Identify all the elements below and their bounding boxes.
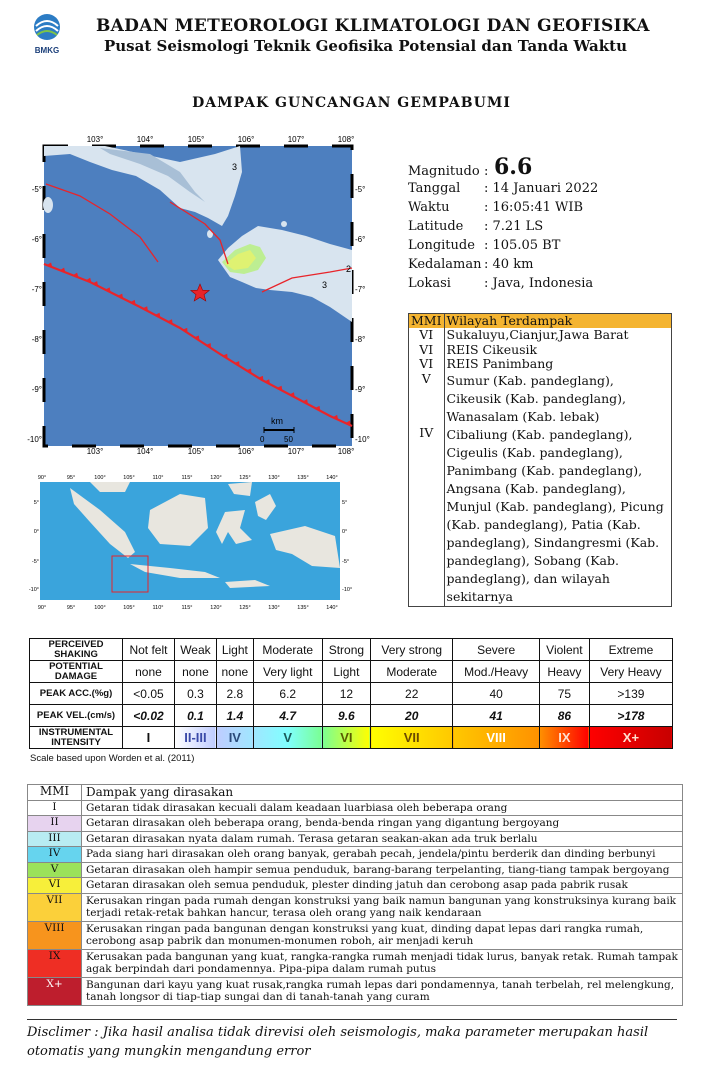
svg-text:-8°: -8° xyxy=(31,335,42,344)
intensity-label: 3 xyxy=(232,162,238,172)
svg-text:140°: 140° xyxy=(326,475,338,481)
svg-text:103°: 103° xyxy=(86,135,104,144)
svg-text:-9°: -9° xyxy=(31,385,42,394)
svg-text:100°: 100° xyxy=(94,605,106,611)
damage-row: POTENTIAL DAMAGE none none none Very light Light Moderate Mod./Heavy Heavy Very Heavy xyxy=(30,661,673,683)
svg-text:-10°: -10° xyxy=(28,587,39,593)
scale-tick: 50 xyxy=(284,435,293,444)
svg-text:95°: 95° xyxy=(66,605,76,611)
svg-text:130°: 130° xyxy=(268,605,280,611)
scale-unit: km xyxy=(271,416,283,426)
svg-text:115°: 115° xyxy=(181,475,193,481)
mmi-desc-row: IX Kerusakan pada bangunan yang kuat, rangka-rangka rumah menjadi tidak lurus, banyak retak. Rumah tampak agak berpindah dari pondamennya. Pipa-pipa dalam rumah putus xyxy=(28,949,683,977)
svg-text:-7°: -7° xyxy=(355,285,366,294)
svg-text:-5°: -5° xyxy=(342,559,350,565)
mmi-desc-row: VIII Kerusakan ringan pada bangunan dengan konstruksi yang kuat, dinding dapat lepas dari rangka rumah, cerobong asap pabrik dan monumen-monumen roboh, air menjadi keruh xyxy=(28,921,683,949)
svg-text:110°: 110° xyxy=(152,605,164,611)
mmi-desc-row: X+ Bangunan dari kayu yang kuat rusak,rangka rumah lepas dari pondamennya, tanah terbelah, rel melengkung, tanah longsor di tiap-tiap sungai dan di tanah-tanah yang curam xyxy=(28,977,683,1005)
svg-text:0°: 0° xyxy=(342,529,348,535)
mmi-description-table xyxy=(27,784,683,1006)
svg-text:100°: 100° xyxy=(94,475,106,481)
svg-text:-10°: -10° xyxy=(355,435,370,444)
svg-text:110°: 110° xyxy=(152,475,164,481)
perceived-row: PERCEIVED SHAKING Not felt Weak Light Moderate Strong Very strong Severe Violent Extreme xyxy=(30,639,673,661)
mmi-desc-row: IV Pada siang hari dirasakan oleh orang banyak, gerabah pecah, jendela/pintu berderik dan dinding berbunyi xyxy=(28,847,683,863)
region-row: VI REIS Cikeusik xyxy=(409,343,672,357)
bmkg-logo xyxy=(28,12,66,56)
svg-text:-8°: -8° xyxy=(355,335,366,344)
svg-text:108°: 108° xyxy=(337,135,355,144)
latitude-value: 7.21 LS xyxy=(492,219,544,234)
svg-text:-5°: -5° xyxy=(31,559,39,565)
svg-text:135°: 135° xyxy=(297,475,309,481)
svg-text:106°: 106° xyxy=(237,447,255,456)
svg-text:120°: 120° xyxy=(210,605,222,611)
time-value: 16:05:41 WIB xyxy=(492,200,584,215)
svg-text:105°: 105° xyxy=(187,447,205,456)
svg-text:105°: 105° xyxy=(187,135,205,144)
scale-tick: 0 xyxy=(260,435,265,444)
inset-map xyxy=(28,470,353,612)
svg-text:-6°: -6° xyxy=(355,235,366,244)
svg-text:-6°: -6° xyxy=(31,235,42,244)
intensity-label: 3 xyxy=(322,280,328,290)
mmi-desc-row: III Getaran dirasakan nyata dalam rumah. Terasa getaran seakan-akan ada truk berlalu xyxy=(28,831,683,847)
org-name: BADAN METEOROLOGI KLIMATOLOGI DAN GEOFISIKA xyxy=(96,16,650,36)
svg-text:130°: 130° xyxy=(268,475,280,481)
svg-text:-5°: -5° xyxy=(355,185,366,194)
svg-text:106°: 106° xyxy=(237,135,255,144)
intensity-row: INSTRUMENTAL INTENSITY I II-III IV V VI VII VIII IX X+ xyxy=(30,727,673,749)
mmi-desc-row: VII Kerusakan ringan pada rumah dengan konstruksi yang baik namun bangunan yang konstruksinya kurang baik terjadi retak-retak bahkan hancur, terasa oleh orang yang naik kendaraan xyxy=(28,893,683,921)
svg-text:95°: 95° xyxy=(66,475,76,481)
scale-note: Scale based upon Worden et al. (2011) xyxy=(30,753,195,764)
peak-acc-row: PEAK ACC.(%g) <0.05 0.3 2.8 6.2 12 22 40 75 >139 xyxy=(30,683,673,705)
disclaimer: Disclimer : Jika hasil analisa tidak direvisi oleh seismologis, maka parameter merupakan hasil otomatis yang mungkin mengandung error xyxy=(27,1019,677,1061)
region-row: VI REIS Panimbang xyxy=(409,357,672,371)
depth-value: 40 km xyxy=(492,257,534,272)
svg-text:-7°: -7° xyxy=(31,285,42,294)
svg-text:-5°: -5° xyxy=(31,185,42,194)
svg-text:90°: 90° xyxy=(37,605,47,611)
svg-text:103°: 103° xyxy=(86,447,104,456)
svg-text:90°: 90° xyxy=(37,475,47,481)
svg-text:105°: 105° xyxy=(123,475,135,481)
svg-text:-10°: -10° xyxy=(342,587,353,593)
svg-text:-10°: -10° xyxy=(27,435,42,444)
page-title: DAMPAK GUNCANGAN GEMPABUMI xyxy=(192,95,511,111)
region-row: IV Cibaliung (Kab. pandeglang), Cigeulis (Kab. pandeglang), Panimbang (Kab. pandeglang), Angsana (Kab. pandeglang), Munjul (Kab. pandeglang), Picung (Kab. pandeglang), Patia (Kab. pandeglang), Sindangresmi (Kab. pandeglang), Sobang (Kab. pandeglang), dan wilayah sekitarnya xyxy=(409,426,672,607)
svg-text:125°: 125° xyxy=(239,605,251,611)
svg-text:140°: 140° xyxy=(326,605,338,611)
longitude-value: 105.05 BT xyxy=(492,238,561,253)
svg-text:125°: 125° xyxy=(239,475,251,481)
svg-text:107°: 107° xyxy=(287,447,305,456)
location-value: Java, Indonesia xyxy=(492,276,594,291)
shaking-scale-table xyxy=(29,638,673,749)
mmi-desc-row: II Getaran dirasakan oleh beberapa orang, benda-benda ringan yang digantung bergoyang xyxy=(28,816,683,832)
mmi-desc-row: I Getaran tidak dirasakan kecuali dalam keadaan luarbiasa oleh beberapa orang xyxy=(28,800,683,816)
svg-text:104°: 104° xyxy=(136,135,154,144)
date-value: 14 Januari 2022 xyxy=(492,181,599,196)
shakemap xyxy=(27,132,370,456)
svg-text:107°: 107° xyxy=(287,135,305,144)
svg-text:135°: 135° xyxy=(297,605,309,611)
svg-text:-9°: -9° xyxy=(355,385,366,394)
svg-text:120°: 120° xyxy=(210,475,222,481)
org-subname: Pusat Seismologi Teknik Geofisika Potensial dan Tanda Waktu xyxy=(104,37,627,55)
svg-text:5°: 5° xyxy=(33,500,39,506)
region-row: V Sumur (Kab. pandeglang), Cikeusik (Kab. pandeglang), Wanasalam (Kab. lebak) xyxy=(409,372,672,426)
svg-text:105°: 105° xyxy=(123,605,135,611)
mmi-desc-header: MMI Dampak yang dirasakan xyxy=(28,785,683,801)
logo-text: BMKG xyxy=(34,46,60,55)
peak-vel-row: PEAK VEL.(cm/s) <0.02 0.1 1.4 4.7 9.6 20 41 86 >178 xyxy=(30,705,673,727)
regions-header: MMI Wilayah Terdampak xyxy=(409,314,672,329)
svg-text:115°: 115° xyxy=(181,605,193,611)
svg-text:108°: 108° xyxy=(337,447,355,456)
mmi-desc-row: VI Getaran dirasakan oleh semua penduduk, plester dinding jatuh dan cerobong asap pada pabrik rusak xyxy=(28,878,683,894)
svg-text:5°: 5° xyxy=(342,500,348,506)
magnitude-value: 6.6 xyxy=(494,154,533,180)
region-row: VI Sukaluyu,Cianjur,Jawa Barat xyxy=(409,328,672,342)
svg-text:0°: 0° xyxy=(33,529,39,535)
svg-text:104°: 104° xyxy=(136,447,154,456)
affected-regions-table xyxy=(408,313,672,607)
intensity-label: 2 xyxy=(346,264,352,274)
mmi-desc-row: V Getaran dirasakan oleh hampir semua penduduk, barang-barang terpelanting, tiang-tiang tampak bergoyang xyxy=(28,862,683,878)
